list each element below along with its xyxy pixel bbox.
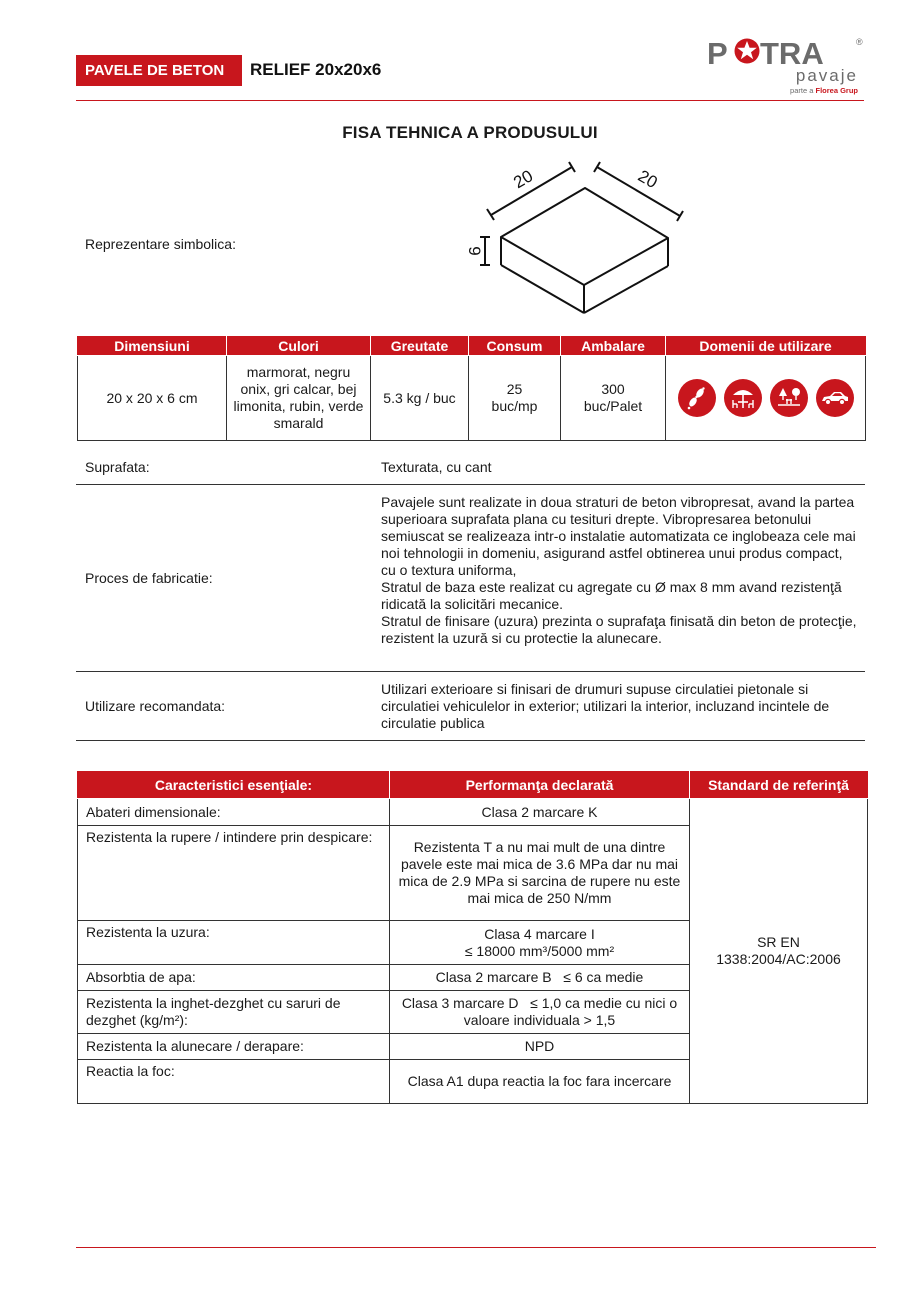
char-header-row [78,772,868,799]
char-name: Reactia la foc: [78,1060,390,1104]
char-value: NPD [390,1034,690,1060]
char-value: Clasa A1 dupa reactia la foc fara incercare [390,1060,690,1104]
footsteps-icon [678,379,716,417]
header-dimensiuni: Dimensiuni [78,337,227,356]
suprafata-label: Suprafata: [85,459,150,475]
info-row-proces [76,485,865,672]
logo-p: P [707,36,728,71]
header-performanta: Performanţa declarată [390,772,690,799]
spec-table [77,336,866,441]
product-name: RELIEF 20x20x6 [250,60,382,79]
proces-label: Proces de fabricatie: [85,570,213,586]
logo-tagline: parte a Florea Grup [790,86,858,95]
header-standard: Standard de referinţă [690,772,868,799]
spec-header-row [78,337,866,356]
char-name: Rezistenta la alunecare / derapare: [78,1034,390,1060]
dim-label-left: 20 [510,166,537,193]
cell-ambalare: 300 buc/Palet [561,356,666,441]
cell-culori: marmorat, negru onix, gri calcar, bej limonita, rubin, verde smarald [227,356,371,441]
char-name: Rezistenta la uzura: [78,921,390,965]
char-value: Rezistenta T a nu mai mult de una dintre pavele este mai mica de 3.6 MPa dar nu mai mica de 2.9 MPa si sarcina de rupere nu este mai mica de 250 N/mm [390,826,690,921]
logo-star-icon [735,39,760,64]
suprafata-value: Texturata, cu cant [381,459,492,475]
utilizare-value: Utilizari exterioare si finisari de drumuri supuse circulatiei pietonale si circulatiei vehiculelor in exterior; utilizari la interior, incluzand incintele de circulatie publica [381,681,830,731]
standard-reference: SR EN 1338:2004/AC:2006 [690,799,868,1104]
header-domenii: Domenii de utilizare [666,337,866,356]
car-icon [816,379,854,417]
petra-pavaje-logo [707,36,867,98]
garden-icon [770,379,808,417]
logo-sub: pavaje [795,66,858,85]
cell-dimensiuni: 20 x 20 x 6 cm [78,356,227,441]
char-name: Rezistenta la inghet-dezghet cu saruri de dezghet (kg/m²): [78,991,390,1034]
header-ambalare: Ambalare [561,337,666,356]
category-badge: PAVELE DE BETON [76,55,242,86]
char-row [78,799,868,826]
terrace-icon [724,379,762,417]
footer-divider [76,1247,876,1248]
header-divider [76,100,864,101]
proces-value: Pavajele sunt realizate in doua straturi de beton vibropresat, avand la partea superioara suprafata plana cu tesituri drepte. Vibropresarea betonului semiuscat se realizeaza intr-o instalatie automatizata ce inglobeaza cele mai noi tehnologii in domeniu, asigurand astfel obtinerea unui produs compact, cu o textura uniforma, Stratul de baza este realizat cu agregate cu Ø max 8 mm avand rezistenţă ridicată la solicitări mecanice. Stratul de finisare (uzura) prezinta o suprafaţa finisată din beton de protecţie, rezistent la uzură si cu protectie la alunecare. [381,494,857,646]
cell-consum: 25 buc/mp [469,356,561,441]
char-value: Clasa 2 marcare B ≤ 6 ca medie [390,965,690,991]
cell-greutate: 5.3 kg / buc [371,356,469,441]
symbolic-label: Reprezentare simbolica: [85,236,236,252]
logo-tra: TRA [760,36,824,71]
utilizare-label: Utilizare recomandata: [85,698,226,714]
dim-label-right: 20 [634,166,661,193]
header-caracteristici: Caracteristici esenţiale: [78,772,390,799]
char-value: Clasa 3 marcare D ≤ 1,0 ca medie cu nici o valoare individuala > 1,5 [390,991,690,1034]
logo-registered: ® [856,37,863,47]
char-value: Clasa 4 marcare I ≤ 18000 mm³/5000 mm² [390,921,690,965]
document-title: FISA TEHNICA A PRODUSULUI [342,123,598,142]
header-culori: Culori [227,337,371,356]
header-consum: Consum [469,337,561,356]
info-row-utilizare [76,672,865,741]
paver-drawing [460,157,690,322]
spec-row [78,356,866,441]
cell-domenii [666,356,866,441]
char-name: Abateri dimensionale: [78,799,390,826]
info-row-suprafata [76,452,865,485]
characteristics-table [77,771,868,1104]
header-greutate: Greutate [371,337,469,356]
char-value: Clasa 2 marcare K [390,799,690,826]
dim-label-height: 6 [465,246,485,256]
char-name: Rezistenta la rupere / intindere prin despicare: [78,826,390,921]
char-name: Absorbtia de apa: [78,965,390,991]
